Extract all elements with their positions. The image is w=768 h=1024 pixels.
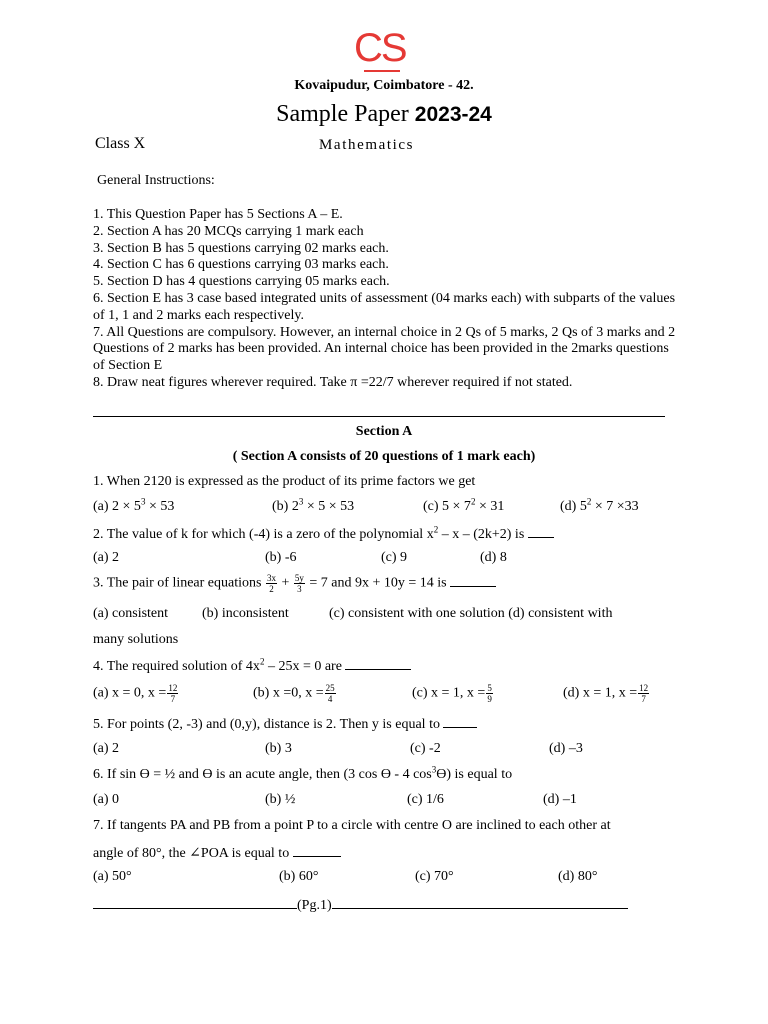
instructions-heading: General Instructions: (97, 173, 215, 188)
instruction-item: 2. Section A has 20 MCQs carrying 1 mark each (93, 223, 364, 239)
footer-rule-right (332, 898, 628, 909)
q6-option-b: (b) ½ (265, 792, 296, 807)
q7-option-d: (d) 80° (558, 869, 598, 884)
q4-option-d (563, 683, 650, 704)
operator: + (277, 575, 293, 591)
option-text: (b) x =0, x = (253, 685, 324, 701)
option-text: × 53 (145, 499, 175, 514)
class-label: Class X (95, 135, 146, 152)
option-text: × 5 × 53 (303, 499, 355, 514)
numerator: 5 (487, 683, 492, 693)
answer-blank (528, 525, 554, 538)
question-7-continued (93, 844, 341, 862)
q2-option-b: (b) -6 (265, 550, 297, 565)
q6-option-c: (c) 1/6 (407, 792, 444, 807)
question-text: 6. If sin ϴ = ½ and ϴ is an acute angle, then (3 cos ϴ - 4 cos (93, 767, 432, 782)
q2-option-c: (c) 9 (381, 550, 408, 565)
numerator: 5y (294, 573, 304, 583)
paper-title (0, 101, 768, 128)
section-title: Section A (355, 424, 413, 439)
q1-option-a (93, 496, 175, 515)
denominator: 3 (297, 584, 302, 594)
option-text: (d) 5 (560, 499, 587, 514)
question-text: 5. For points (2, -3) and (0,y), distance is 2. Then y is equal to (93, 717, 444, 732)
fraction (325, 683, 336, 704)
q7-option-b: (b) 60° (279, 869, 319, 884)
section-subtitle: ( Section A consists of 20 questions of 1 mark each) (232, 449, 536, 464)
option-text: (c) 5 × 7 (423, 499, 471, 514)
q1-option-b (272, 496, 355, 515)
denominator: 7 (170, 694, 176, 704)
instruction-item: 8. Draw neat figures wherever required. Take π =22/7 wherever required if not stated. (93, 374, 573, 390)
exponent: 3 (298, 496, 304, 507)
answer-blank (345, 657, 411, 670)
question-6 (93, 764, 513, 783)
exponent: 2 (433, 524, 439, 535)
q5-option-d: (d) –3 (549, 741, 583, 756)
question-text: 2. The value of k for which (-4) is a zero of the polynomial x (93, 527, 434, 542)
option-text: (a) x = 0, x = (93, 685, 167, 701)
numerator: 25 (325, 683, 335, 693)
footer-rule-left (93, 898, 297, 909)
option-text: (b) 2 (272, 499, 299, 514)
logo-underline (364, 70, 400, 72)
question-3 (93, 573, 496, 594)
q3-option-c: (c) consistent with one solution (d) consistent with (329, 606, 613, 621)
q1-option-d (560, 496, 639, 515)
q3-option-c-continued: many solutions (93, 632, 179, 647)
q2-option-a: (a) 2 (93, 550, 120, 565)
question-text: – 25x = 0 are (264, 659, 346, 674)
instruction-item: 1. This Question Paper has 5 Sections A – E. (93, 207, 343, 222)
option-text: (c) x = 1, x = (412, 685, 486, 701)
q5-option-b: (b) 3 (265, 741, 292, 756)
question-text: ϴ) is equal to (436, 767, 513, 782)
q5-option-c: (c) -2 (410, 741, 441, 756)
instructions-list (93, 207, 683, 392)
q4-option-c (412, 683, 494, 704)
instruction-item: 7. All Questions are compulsory. However, an internal choice in 2 Qs of 5 marks, 2 Qs of 3 marks and 2 Questions of 2 marks has been provided. An internal choice has been provided in the 2marks questions of Section E (93, 324, 676, 374)
exponent: 3 (431, 764, 437, 775)
numerator: 12 (168, 683, 178, 693)
fraction (167, 683, 178, 704)
fraction (294, 573, 305, 594)
question-text: 4. The required solution of 4x (93, 659, 260, 674)
section-divider (93, 416, 665, 417)
q2-option-d: (d) 8 (480, 550, 507, 565)
subject-label: Mathematics (319, 137, 415, 153)
fraction (266, 573, 277, 594)
denominator: 9 (487, 694, 492, 704)
exponent: 3 (140, 496, 146, 507)
q5-option-a: (a) 2 (93, 741, 120, 756)
school-logo: CS (354, 26, 406, 70)
question-2 (93, 525, 554, 543)
q7-option-a: (a) 50° (93, 869, 132, 884)
answer-blank (443, 715, 477, 728)
numerator: 3x (266, 573, 276, 583)
instruction-item: 4. Section C has 6 questions carrying 03 marks each. (93, 257, 389, 273)
question-text: – x – (2k+2) is (438, 527, 528, 542)
fraction (638, 683, 649, 704)
instruction-item: 3. Section B has 5 questions carrying 02 marks each. (93, 240, 389, 256)
q6-option-d: (d) –1 (543, 792, 577, 807)
instruction-item: 6. Section E has 3 case based integrated units of assessment (04 marks each) with subparts of the values of 1, 1 and 2 marks each respectively. (93, 290, 676, 323)
question-text: angle of 80°, the ∠POA is equal to (93, 846, 293, 861)
denominator: 4 (327, 694, 333, 704)
q1-option-c (423, 496, 505, 515)
page-footer (93, 898, 628, 914)
q3-option-b: (b) inconsistent (202, 606, 289, 621)
question-text: = 7 and 9x + 10y = 14 is (305, 575, 451, 591)
exponent: 2 (470, 496, 476, 507)
option-text: × 31 (475, 499, 505, 514)
option-text: (a) 2 × 5 (93, 499, 141, 514)
denominator: 7 (641, 694, 646, 704)
q6-option-a: (a) 0 (93, 792, 120, 807)
q7-option-c: (c) 70° (415, 869, 454, 884)
option-text: (d) x = 1, x = (563, 685, 638, 701)
instruction-item: 5. Section D has 4 questions carrying 05 marks each. (93, 274, 390, 290)
q4-option-a (93, 683, 179, 704)
exponent: 2 (259, 656, 265, 667)
exponent: 2 (586, 496, 592, 507)
question-4 (93, 657, 411, 675)
page-number: (Pg.1) (297, 898, 332, 913)
answer-blank (450, 574, 496, 587)
fraction (486, 683, 493, 704)
paper-title-text: Sample Paper (276, 101, 415, 127)
paper-year: 2023-24 (414, 103, 492, 126)
option-text: × 7 ×33 (591, 499, 639, 514)
question-1: 1. When 2120 is expressed as the product of its prime factors we get (93, 474, 476, 489)
question-7: 7. If tangents PA and PB from a point P to a circle with centre O are inclined to each other at (93, 818, 611, 833)
q3-option-a: (a) consistent (93, 606, 169, 621)
school-address: Kovaipudur, Coimbatore - 42. (294, 78, 474, 93)
answer-blank (293, 844, 341, 857)
numerator: 12 (639, 683, 649, 693)
question-5 (93, 715, 477, 733)
denominator: 2 (269, 584, 274, 594)
question-text: 3. The pair of linear equations (93, 575, 265, 591)
q4-option-b (253, 683, 337, 704)
